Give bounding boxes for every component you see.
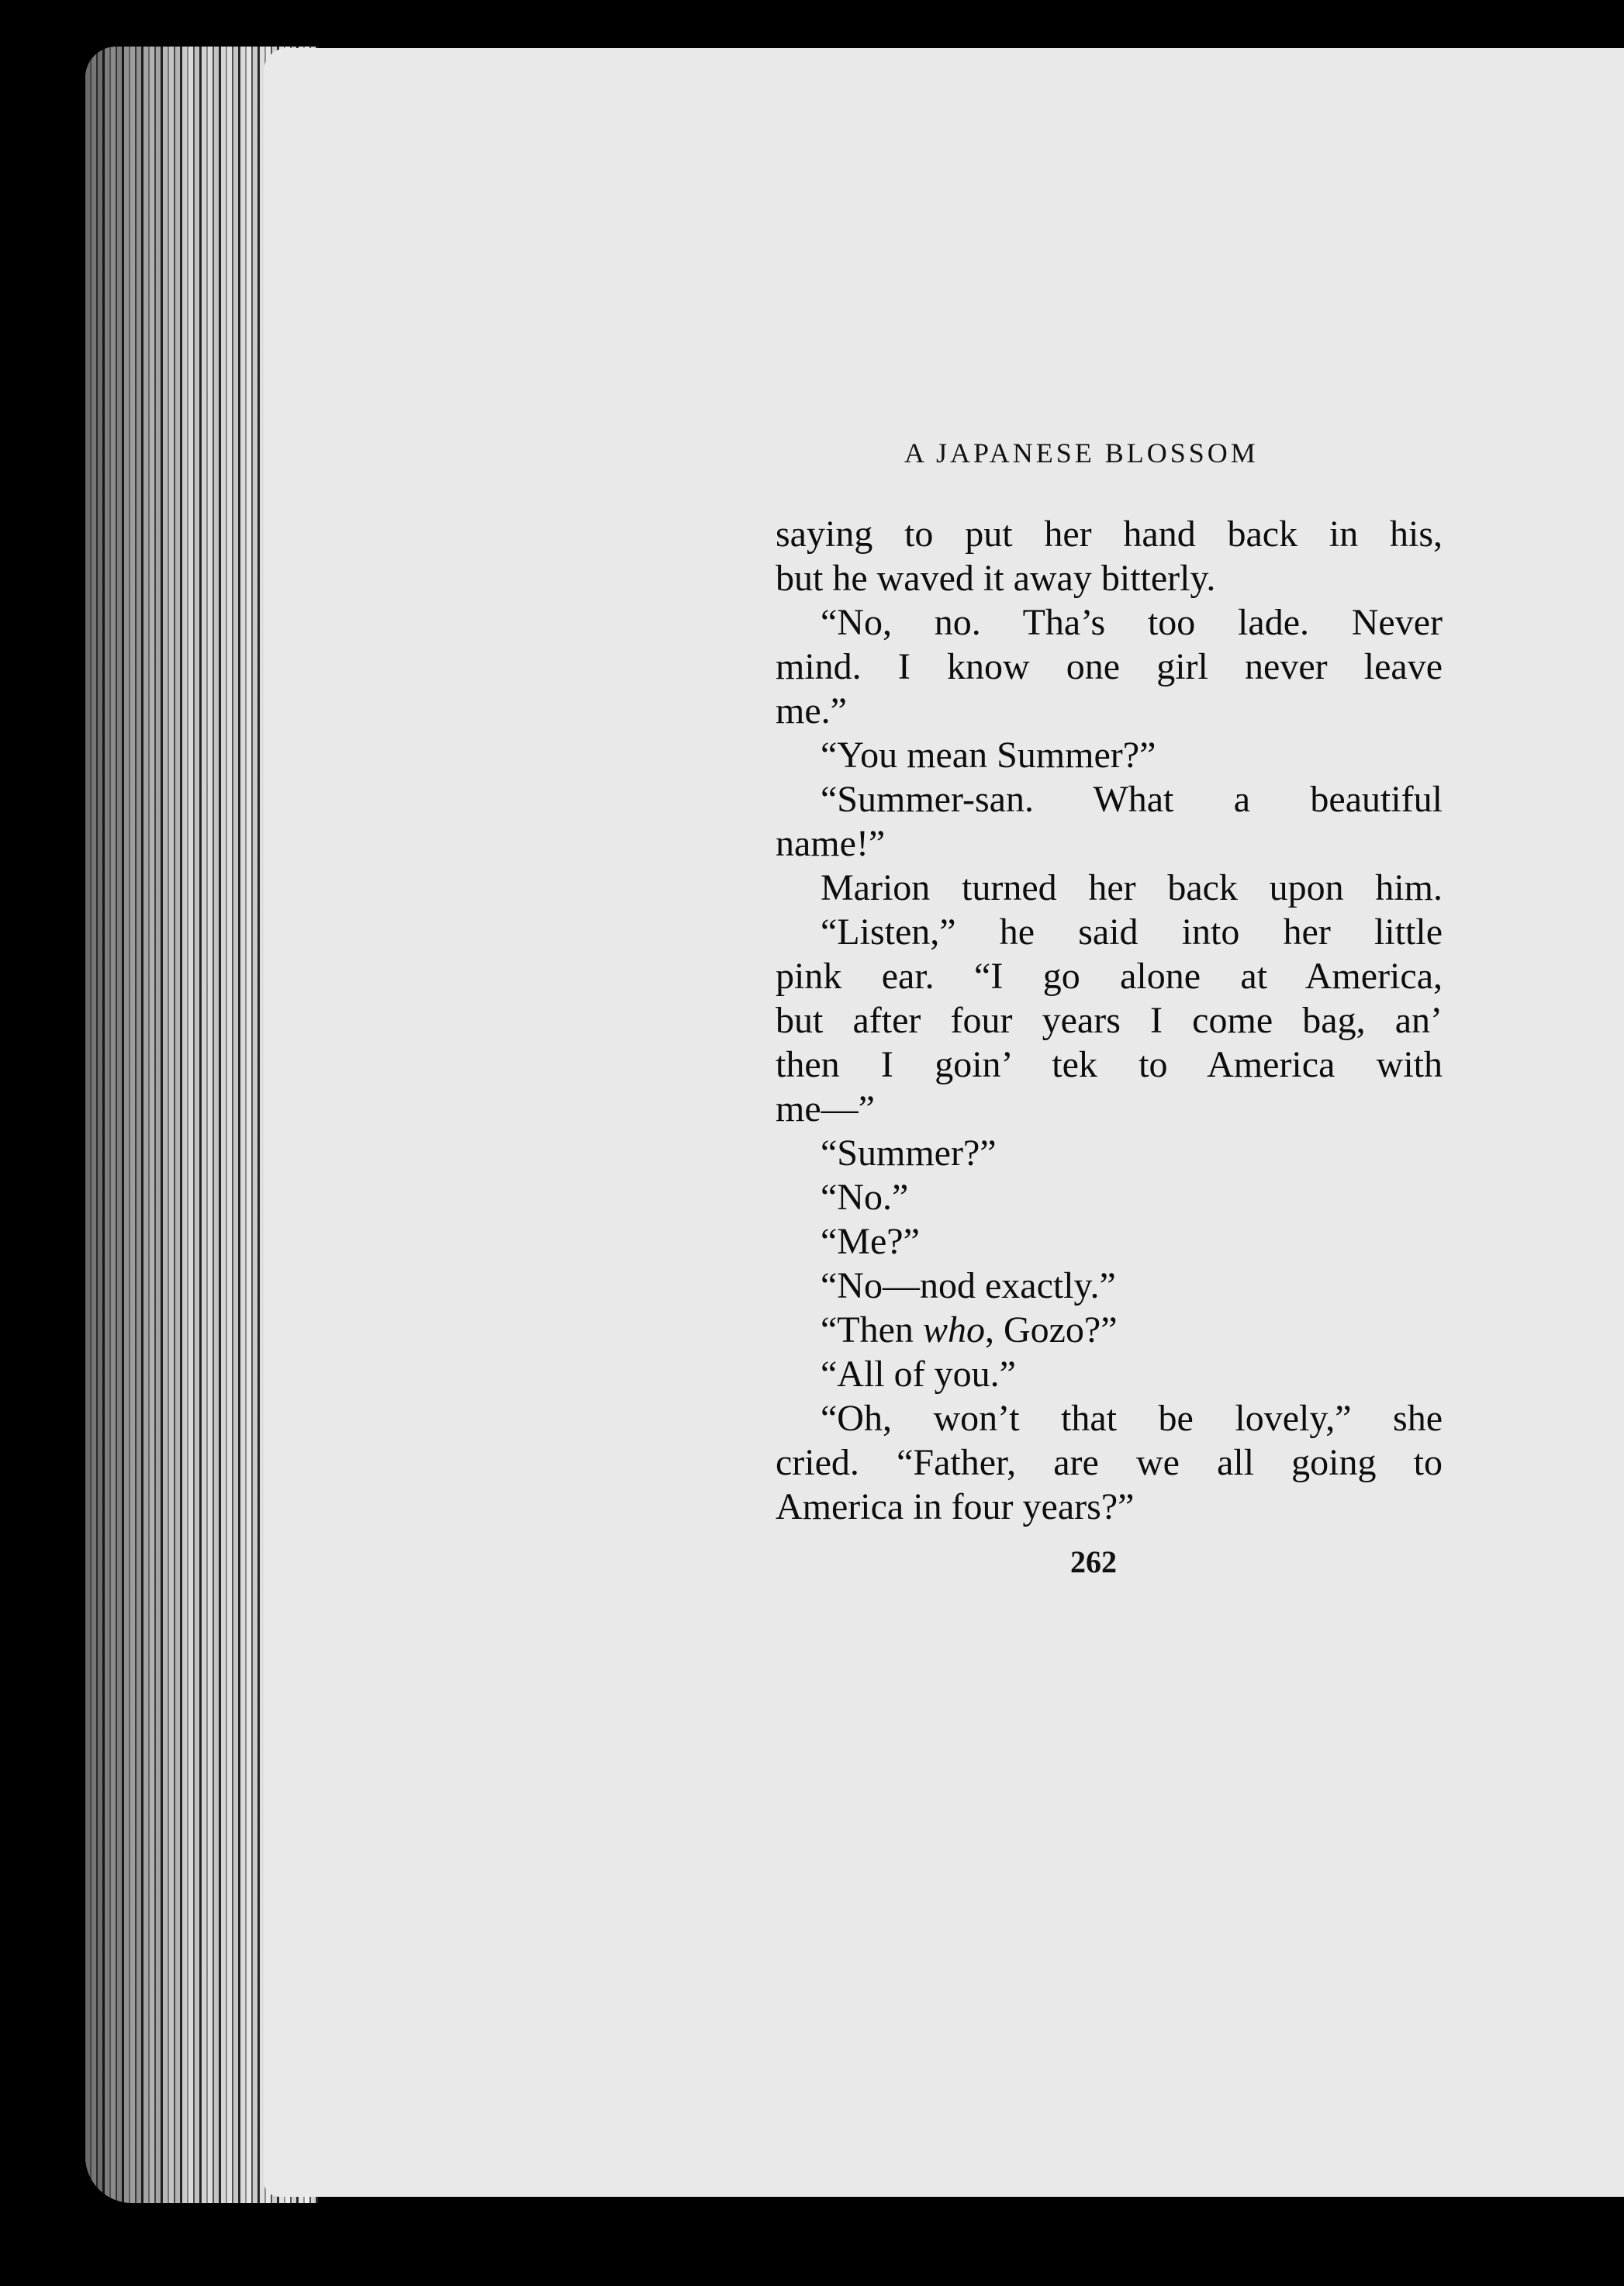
text-line: “Summer?” — [821, 1133, 997, 1174]
text-line: cried. “Father, are we all going to — [776, 1442, 1443, 1483]
text-line: “Oh, won’t that be lovely,” she — [821, 1398, 1443, 1439]
text-line — [776, 1308, 1443, 1352]
text-line: me.” — [776, 690, 847, 731]
text-fragment: “Then — [821, 1309, 914, 1351]
page-number: 262 — [1070, 1544, 1117, 1579]
body-text — [776, 512, 1443, 1529]
text-line: then I goin’ tek to America with — [776, 1044, 1443, 1085]
text-line: but after four years I come bag, an’ — [776, 1000, 1443, 1041]
text-line: “Listen,” he said into her little — [821, 911, 1443, 953]
text-line: but he waved it away bitterly. — [776, 558, 1216, 599]
text-line: Marion turned her back upon him. — [821, 867, 1443, 908]
text-line: “No.” — [821, 1177, 909, 1218]
text-line: pink ear. “I go alone at America, — [776, 956, 1443, 997]
text-line: “You mean Summer?” — [821, 735, 1156, 776]
text-line: “Summer-san. What a beautiful — [821, 779, 1443, 820]
text-fragment: , Gozo?” — [984, 1309, 1118, 1351]
text-line: me—” — [776, 1088, 875, 1129]
text-line: name!” — [776, 823, 886, 864]
text-line: “No, no. Tha’s too lade. Never — [821, 602, 1443, 643]
running-head: A JAPANESE BLOSSOM — [904, 437, 1259, 469]
italic-word: who — [922, 1309, 985, 1351]
text-line: America in four years?” — [776, 1486, 1135, 1527]
text-line: saying to put her hand back in his, — [776, 514, 1443, 555]
text-line: mind. I know one girl never leave — [776, 646, 1443, 687]
text-line: “Me?” — [821, 1221, 920, 1262]
text-line: “All of you.” — [821, 1354, 1016, 1395]
text-line: “No—nod exactly.” — [821, 1265, 1116, 1306]
